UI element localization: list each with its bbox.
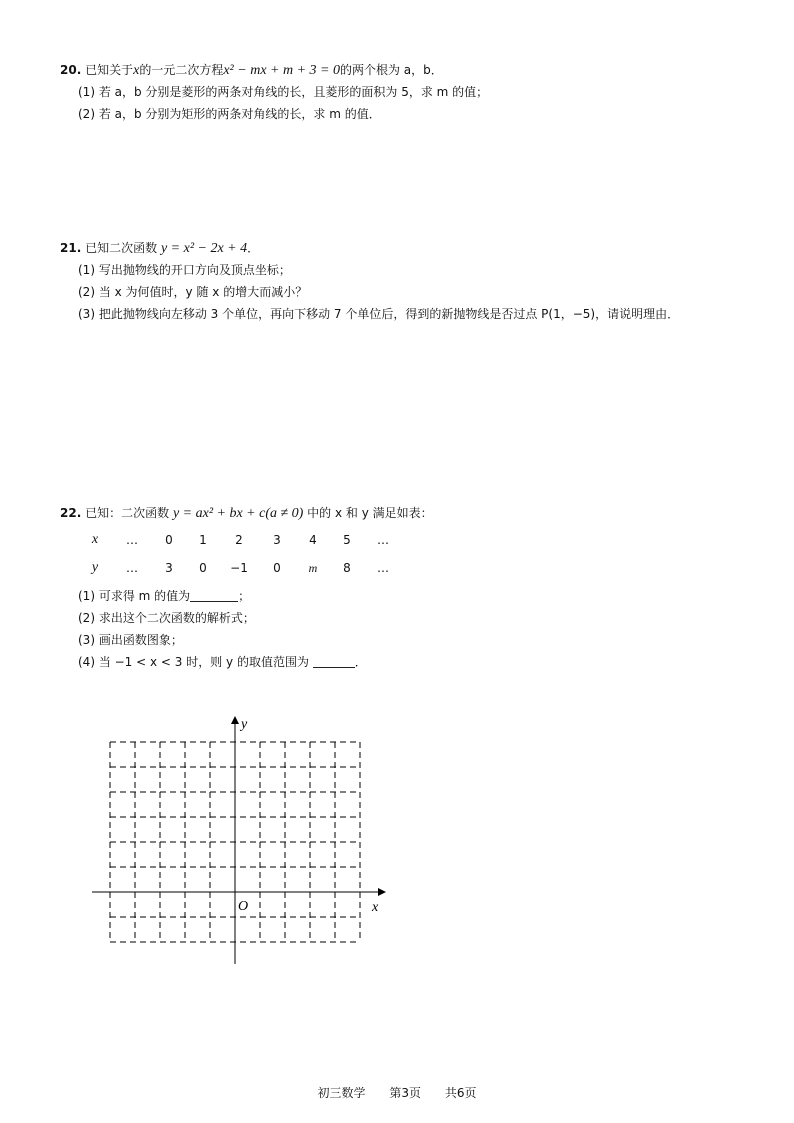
q22-number: 22. <box>60 506 82 520</box>
q20-stem-pre: 已知关于 <box>85 63 134 77</box>
q21-part-1: (1) 写出抛物线的开口方向及顶点坐标； <box>78 263 291 277</box>
table-y-cell: 3 <box>165 561 173 575</box>
q20-part-1: (1) 若 a，b 分别是菱形的两条对角线的长，且菱形的面积为 5，求 m 的值； <box>78 85 489 99</box>
q22-equation: y = ax² + bx + c(a ≠ 0) <box>172 506 304 521</box>
q22-part-4-end: ． <box>354 655 367 669</box>
table-row-y <box>78 554 402 582</box>
q20-equation: x² − mx + m + 3 = 0 <box>223 63 340 78</box>
table-y-cell: m <box>308 560 318 575</box>
footer-total: 共6页 <box>444 1086 477 1100</box>
footer-page: 第3页 <box>389 1086 421 1100</box>
q21-number: 21. <box>60 241 82 255</box>
q20-number: 20. <box>60 63 82 77</box>
q22-part-4-text: (4) 当 −1 < x < 3 时，则 y 的取值范围为 <box>78 655 309 669</box>
answer-blank-m[interactable] <box>190 589 238 602</box>
q22-stem-post: 中的 x 和 y 满足如表： <box>307 506 433 520</box>
q21-part-3: (3) 把此抛物线向左移动 3 个单位，再向下移动 7 个单位后，得到的新抛物线是否过点 P(1，−5)，请说明理由． <box>78 307 680 321</box>
table-y-cell: 8 <box>343 561 351 575</box>
q21-stem-post: ． <box>247 241 260 255</box>
table-x-cell: 4 <box>309 533 317 547</box>
table-y-cell: … <box>126 561 138 575</box>
q22-part-1-end: ； <box>238 589 251 603</box>
q21-stem-pre: 已知二次函数 <box>85 241 158 255</box>
answer-blank-range[interactable] <box>313 655 355 668</box>
q20-stem-post: 的两个根为 a，b． <box>339 63 443 77</box>
q21-part-2: (2) 当 x 为何值时，y 随 x 的增大而减小？ <box>78 285 308 299</box>
table-x-label: x <box>91 532 99 547</box>
q22-part-1-text: (1) 可求得 m 的值为 <box>78 589 191 603</box>
table-x-cell: … <box>377 533 389 547</box>
y-axis-label: y <box>241 717 248 732</box>
table-row-x <box>78 526 402 554</box>
table-y-cell: 0 <box>273 561 281 575</box>
page-footer <box>0 1084 794 1101</box>
q21-equation: y = x² − 2x + 4 <box>160 241 248 256</box>
coordinate-grid <box>88 712 388 967</box>
footer-subject: 初三数学 <box>317 1086 366 1100</box>
table-x-cell: 5 <box>343 533 351 547</box>
q21-stem <box>60 240 259 257</box>
table-x-cell: 2 <box>235 533 243 547</box>
table-y-cell: 0 <box>199 561 207 575</box>
x-axis-label: x <box>372 900 379 915</box>
origin-label: O <box>238 899 249 914</box>
q20-stem <box>60 62 443 79</box>
q22-part-1 <box>78 588 250 604</box>
q22-part-4 <box>78 654 367 670</box>
y-axis-arrow-icon <box>231 716 239 724</box>
table-x-cell: 1 <box>199 533 207 547</box>
q22-part-3: (3) 画出函数图象； <box>78 633 183 647</box>
table-y-cell: −1 <box>230 561 248 575</box>
q20-part-2: (2) 若 a，b 分别为矩形的两条对角线的长，求 m 的值． <box>78 107 381 121</box>
table-x-cell: … <box>126 533 138 547</box>
x-axis-arrow-icon <box>378 888 386 896</box>
q22-stem-pre: 已知：二次函数 <box>85 506 170 520</box>
table-x-cell: 0 <box>165 533 173 547</box>
table-y-label: y <box>91 560 99 575</box>
table-x-cell: 3 <box>273 533 281 547</box>
q22-value-table <box>78 526 402 582</box>
q20-stem-var: x <box>133 63 140 78</box>
q22-part-2: (2) 求出这个二次函数的解析式； <box>78 611 255 625</box>
q22-stem <box>60 505 433 522</box>
q20-stem-mid: 的一元二次方程 <box>139 63 224 77</box>
table-y-cell: … <box>377 561 389 575</box>
